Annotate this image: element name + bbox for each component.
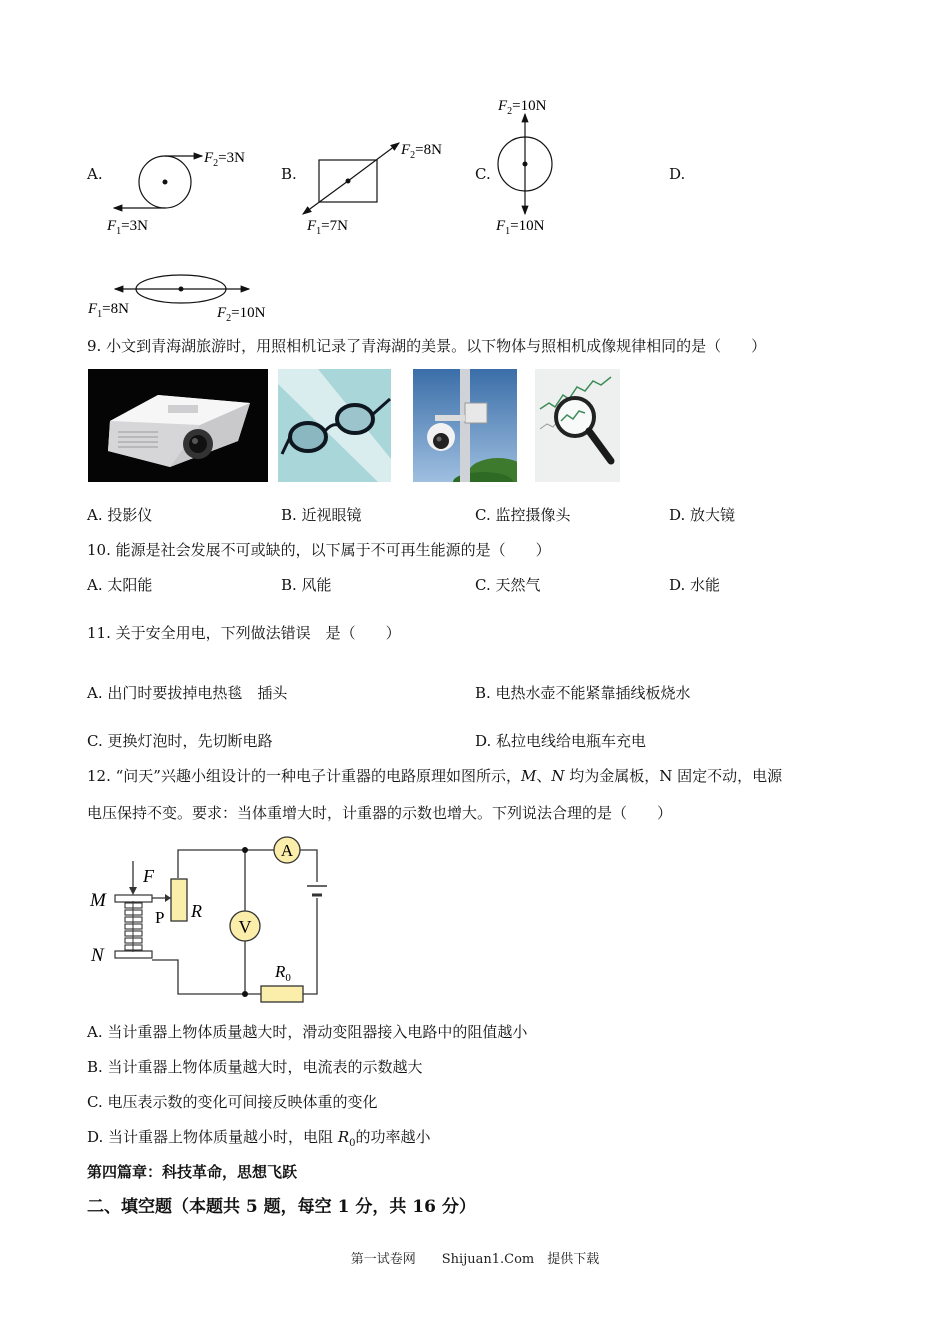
surveillance-camera-image — [413, 369, 517, 482]
q8d-f1-label: $F_1=8N$ — [88, 301, 129, 320]
q8-option-b-diagram — [295, 132, 465, 242]
q10-option-d: D. 水能 — [669, 576, 721, 594]
q10-option-c: C. 天然气 — [475, 576, 541, 594]
q12-option-a: A. 当计重器上物体质量越大时，滑动变阻器接入电路中的阻值越小 — [87, 1023, 528, 1041]
q12-option-c: C. 电压表示数的变化可间接反映体重的变化 — [87, 1093, 378, 1111]
q12-circuit-diagram — [85, 835, 345, 1005]
q8a-f1-label: $F_1=3N$ — [107, 218, 148, 237]
q8b-f2-label: $F_2=8N$ — [401, 142, 442, 161]
q8c-f1-label: $F_1=10N$ — [496, 218, 545, 237]
q11-option-b: B. 电热水壶不能紧靠插线板烧水 — [475, 684, 691, 702]
plate-m-label: M — [90, 890, 106, 911]
q8-option-b-letter: B. — [281, 165, 297, 183]
rheostat-label: R — [191, 901, 202, 921]
q9-option-b: B. 近视眼镜 — [281, 506, 362, 524]
q8a-f2-label: $F_2=3N$ — [204, 150, 245, 169]
section-heading: 二、填空题（本题共 5 题，每空 1 分，共 16 分） — [87, 1197, 476, 1217]
q9-option-c: C. 监控摄像头 — [475, 506, 571, 524]
q9-question: 9. 小文到青海湖旅游时，用照相机记录了青海湖的美景。以下物体与照相机成像规律相同的是（ ） — [87, 337, 767, 355]
myopia-glasses-image — [278, 369, 391, 482]
magnifying-glass-image — [535, 369, 620, 482]
resistor-r0-symbol — [261, 986, 303, 1002]
q12-option-b: B. 当计重器上物体质量越大时，电流表的示数越大 — [87, 1058, 423, 1076]
q8-option-a-letter: A. — [87, 165, 103, 183]
chapter-heading: 第四篇章：科技革命，思想飞跃 — [87, 1163, 298, 1181]
q10-question: 10. 能源是社会发展不可或缺的，以下属于不可再生能源的是（ ） — [87, 541, 551, 559]
projector-image — [88, 369, 268, 482]
q9-option-a: A. 投影仪 — [87, 506, 153, 524]
q12-question-line1: 12. “问天”兴趣小组设计的一种电子计重器的电路原理如图所示，M、N 均为金属板，N 固定不动，电源 — [87, 767, 783, 785]
q11-option-a: A. 出门时要拔掉电热毯 插头 — [87, 684, 288, 702]
plate-m — [115, 895, 152, 902]
q8-option-c-letter: C. — [475, 165, 491, 183]
plate-n-label: N — [91, 945, 104, 966]
q12-question-line2: 电压保持不变。要求：当体重增大时，计重器的示数也增大。下列说法合理的是（ ） — [87, 804, 673, 822]
page-footer: 第一试卷网 Shijuan1.Com 提供下载 — [350, 1252, 600, 1267]
voltmeter-label: V — [238, 917, 252, 937]
resistor-r0-label: $R_0$ — [275, 962, 291, 984]
ammeter-label: A — [280, 841, 294, 860]
q8-option-c-diagram — [490, 92, 580, 242]
q11-option-c: C. 更换灯泡时，先切断电路 — [87, 732, 273, 750]
q8-option-d-diagram — [85, 270, 285, 325]
q8-option-a-diagram — [100, 140, 270, 240]
q8d-f2-label: $F_2=10N$ — [217, 305, 266, 324]
force-f-label: F — [143, 866, 154, 886]
plate-n — [115, 951, 152, 958]
q10-option-b: B. 风能 — [281, 576, 332, 594]
q9-option-d: D. 放大镜 — [669, 506, 736, 524]
slider-p-label: P — [155, 908, 165, 927]
rheostat-symbol — [171, 879, 187, 921]
q11-question: 11. 关于安全用电，下列做法错误 是（ ） — [87, 624, 401, 642]
q8b-f1-label: $F_1=7N$ — [307, 218, 348, 237]
q11-option-d: D. 私拉电线给电瓶车充电 — [475, 732, 647, 750]
q8c-f2-label: $F_2=10N$ — [498, 98, 547, 117]
q8-option-d-letter: D. — [669, 165, 686, 183]
q12-option-d: D. 当计重器上物体质量越小时，电阻 $R_0$的功率越小 — [87, 1128, 431, 1149]
q10-option-a: A. 太阳能 — [87, 576, 153, 594]
